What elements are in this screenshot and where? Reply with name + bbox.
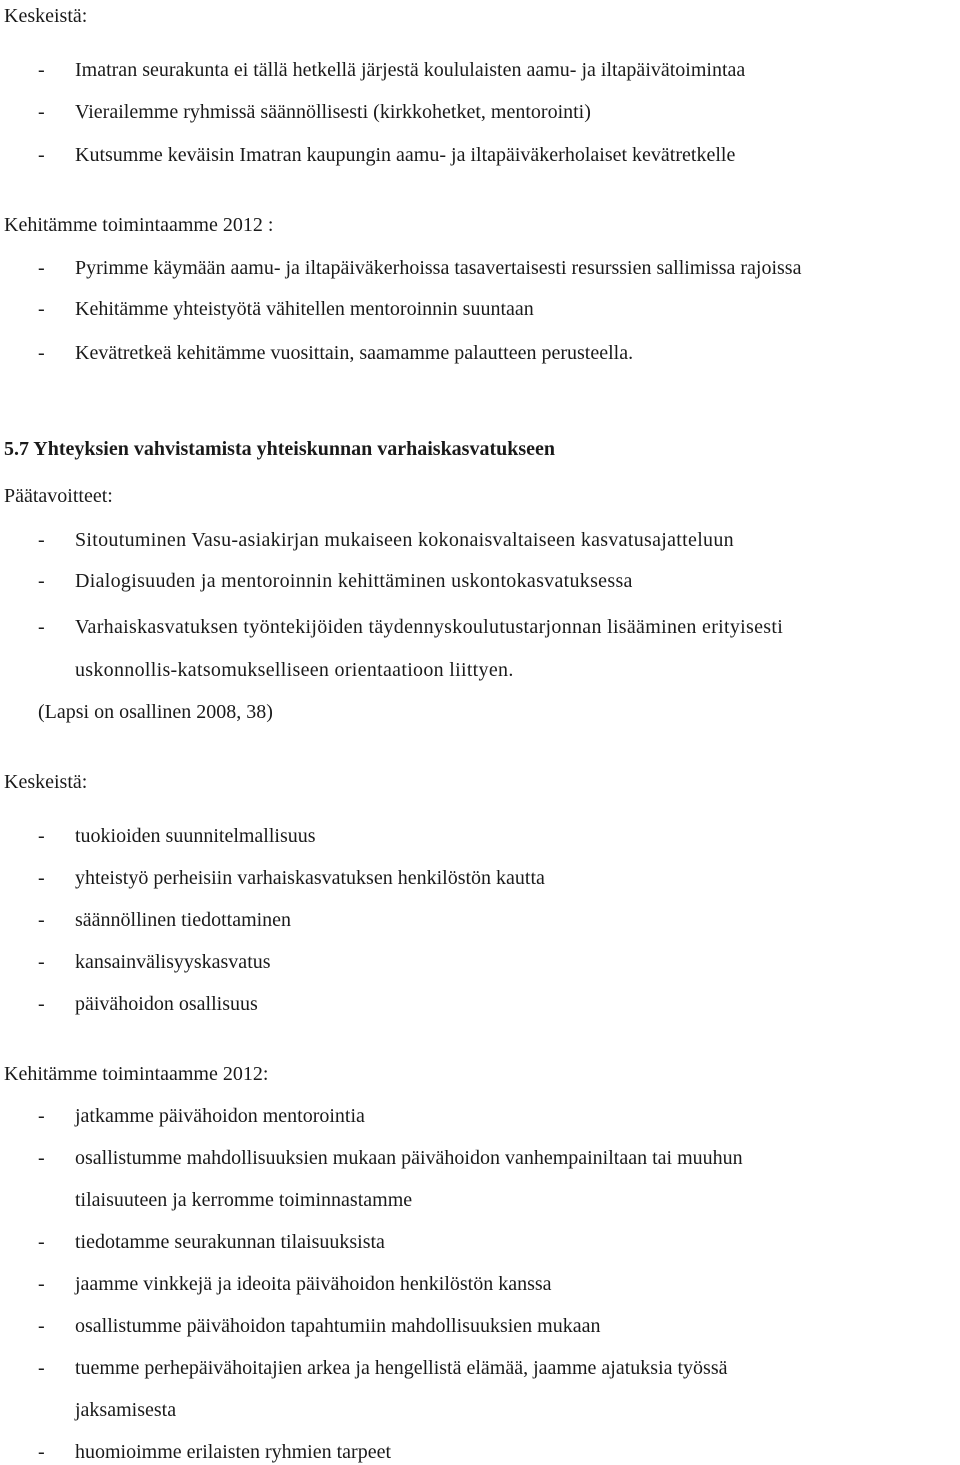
list-item: - yhteistyö perheisiin varhaiskasvatuksen henkilöstön kautta (38, 867, 545, 889)
list-item: - huomioimme erilaisten ryhmien tarpeet (38, 1441, 392, 1463)
list-item: - Vierailemme ryhmissä säännöllisesti (kirkkohetket, mentorointi) (38, 101, 591, 123)
list-dash: - (38, 298, 45, 320)
list-item: - säännöllinen tiedottaminen (38, 909, 292, 931)
list-dash: - (38, 59, 45, 81)
list-item: - Varhaiskasvatuksen työntekijöiden täydennyskoulutustarjonnan lisääminen erityisesti (38, 616, 784, 638)
list-dash: - (38, 342, 45, 364)
list-item-continuation: tilaisuuteen ja kerromme toiminnastamme (75, 1189, 413, 1211)
list-item: - tiedotamme seurakunnan tilaisuuksista (38, 1231, 385, 1253)
list-item: - Kevätretkeä kehitämme vuosittain, saamamme palautteen perusteella. (38, 342, 634, 364)
list-dash: - (38, 909, 45, 931)
list-item: - osallistumme mahdollisuuksien mukaan päivähoidon vanhempainiltaan tai muuhun (38, 1147, 743, 1169)
list-item-continuation: uskonnollis-katsomukselliseen orientaatioon liittyen. (75, 659, 514, 681)
list-dash: - (38, 101, 45, 123)
section-title: 5.7 Yhteyksien vahvistamista yhteiskunnan varhaiskasvatukseen (4, 438, 556, 460)
list-item: - kansainvälisyyskasvatus (38, 951, 271, 973)
list-item: - Dialogisuuden ja mentoroinnin kehittäminen uskontokasvatuksessa (38, 570, 633, 592)
list-dash: - (38, 570, 45, 592)
heading-kehitamme-2: Kehitämme toimintaamme 2012: (4, 1063, 269, 1085)
heading-keskeista-1: Keskeistä: (4, 5, 88, 27)
list-item: - Sitoutuminen Vasu-asiakirjan mukaiseen kokonaisvaltaiseen kasvatusajatteluun (38, 529, 734, 551)
list-dash: - (38, 951, 45, 973)
list-dash: - (38, 993, 45, 1015)
heading-keskeista-2: Keskeistä: (4, 771, 88, 793)
list-item: - päivähoidon osallisuus (38, 993, 258, 1015)
heading-kehitamme-1: Kehitämme toimintaamme 2012 : (4, 214, 274, 236)
list-item: - osallistumme päivähoidon tapahtumiin mahdollisuuksien mukaan (38, 1315, 601, 1337)
list-dash: - (38, 1105, 45, 1127)
list-dash: - (38, 144, 45, 166)
list-dash: - (38, 529, 45, 551)
list-item: - Pyrimme käymään aamu- ja iltapäiväkerhoissa tasavertaisesti resurssien sallimissa rajoissa (38, 257, 802, 279)
list-dash: - (38, 1231, 45, 1253)
list-dash: - (38, 1357, 45, 1379)
list-dash: - (38, 257, 45, 279)
reference: (Lapsi on osallinen 2008, 38) (38, 701, 273, 723)
list-dash: - (38, 867, 45, 889)
list-item: - jatkamme päivähoidon mentorointia (38, 1105, 365, 1127)
list-item: - Kehitämme yhteistyötä vähitellen mentoroinnin suuntaan (38, 298, 534, 320)
list-dash: - (38, 1315, 45, 1337)
heading-paatavoitteet: Päätavoitteet: (4, 485, 113, 507)
list-dash: - (38, 1273, 45, 1295)
list-dash: - (38, 1441, 45, 1463)
list-item: - Imatran seurakunta ei tällä hetkellä järjestä koululaisten aamu- ja iltapäivätoimintaa (38, 59, 746, 81)
list-dash: - (38, 616, 45, 638)
list-item: - tuokioiden suunnitelmallisuus (38, 825, 316, 847)
list-item: - jaamme vinkkejä ja ideoita päivähoidon henkilöstön kanssa (38, 1273, 552, 1295)
list-item: - Kutsumme keväisin Imatran kaupungin aamu- ja iltapäiväkerholaiset kevätretkelle (38, 144, 736, 166)
list-item-continuation: jaksamisesta (75, 1399, 177, 1421)
list-item: - tuemme perhepäivähoitajien arkea ja hengellistä elämää, jaamme ajatuksia työssä (38, 1357, 728, 1379)
list-dash: - (38, 1147, 45, 1169)
list-dash: - (38, 825, 45, 847)
